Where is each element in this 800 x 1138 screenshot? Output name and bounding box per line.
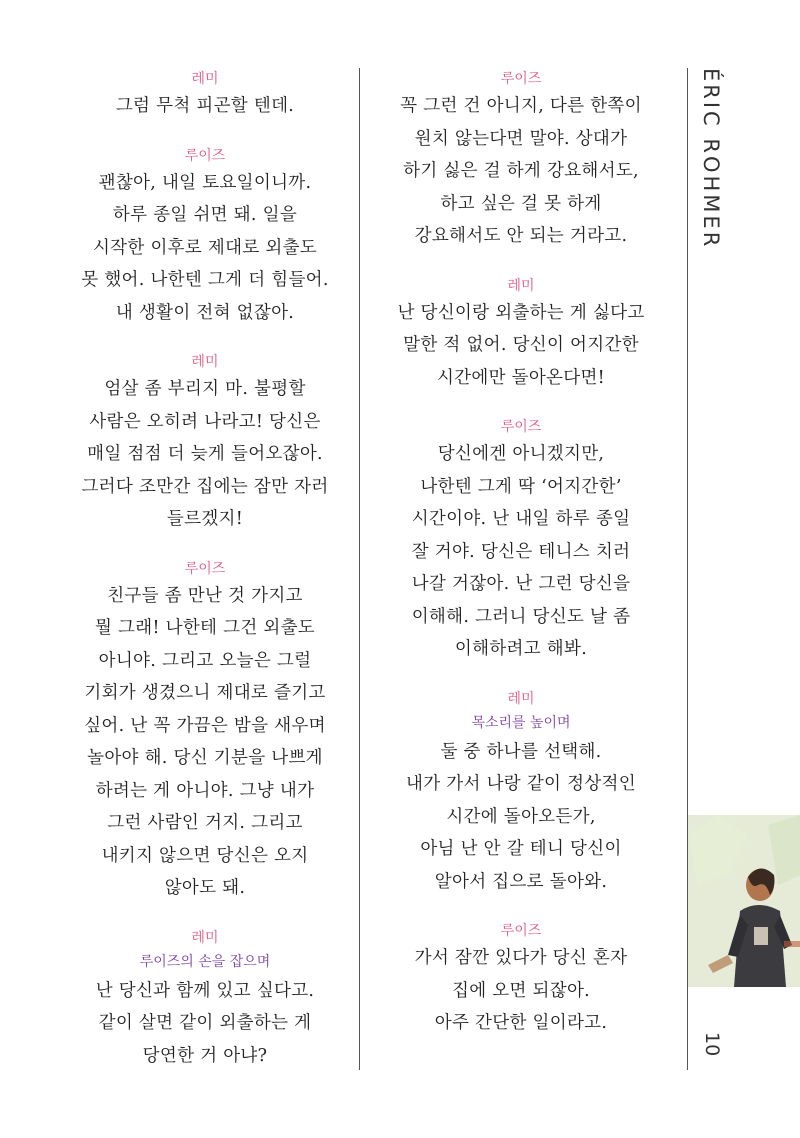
dialogue-block xyxy=(50,68,360,123)
dialogue-line: 시작한 이후로 제대로 외출도 xyxy=(92,237,318,258)
dialogue-line: 시간에 돌아오든가, xyxy=(446,806,596,827)
left-column xyxy=(50,68,360,1094)
dialogue-line: 이해하려고 해봐. xyxy=(454,639,588,659)
dialogue-line: 아니야. 그리고 오늘은 그럴 xyxy=(98,650,312,671)
dialogue-block xyxy=(50,145,360,330)
dialogue-line: 놀아야 해. 당신 기분을 나쁘게 xyxy=(87,748,323,768)
dialogue-line: 꼭 그런 건 아니지, 다른 한쪽이 xyxy=(400,96,642,116)
dialogue-line: 둘 중 하나를 선택해. xyxy=(440,741,602,762)
speaker-name: 루이즈 xyxy=(184,147,226,164)
dialogue-line: 그러다 조만간 집에는 잠만 자러 xyxy=(81,476,329,497)
dialogue-line: 않아도 돼. xyxy=(164,878,246,898)
speaker-name: 레미 xyxy=(191,354,219,370)
speaker-name: 루이즈 xyxy=(500,923,542,939)
speaker-name: 레미 xyxy=(507,690,535,707)
speaker-name: 루이즈 xyxy=(500,71,542,87)
dialogue-block xyxy=(362,275,680,395)
dialogue-line: 들르겠지! xyxy=(166,509,244,529)
speaker-name: 레미 xyxy=(191,929,219,946)
dialogue-line: 가서 잠깐 있다가 당신 혼자 xyxy=(414,948,628,968)
dialogue-line: 나한텐 그게 딱 ‘어지간한’ xyxy=(420,476,622,497)
dialogue-line: 당신에겐 아니겠지만, xyxy=(437,444,605,464)
dialogue-line: 못 했어. 나한텐 그게 더 힘들어. xyxy=(81,270,329,290)
dialogue-line: 내가 가서 나랑 같이 정상적인 xyxy=(406,774,636,794)
dialogue-line: 사람은 오히려 나라고! 당신은 xyxy=(89,411,321,432)
side-title: ÉRIC ROHMER xyxy=(699,68,723,250)
dialogue-block xyxy=(50,558,360,905)
dialogue-line: 하루 종일 쉬면 돼. 일을 xyxy=(112,205,298,225)
dialogue-line: 내 생활이 전혀 없잖아. xyxy=(115,302,295,323)
dialogue-line: 기회가 생겼으니 제대로 즐기고 xyxy=(84,683,326,703)
dialogue-line: 같이 살면 같이 외출하는 게 xyxy=(98,1013,312,1033)
dialogue-line: 원치 않는다면 말야. 상대가 xyxy=(414,128,628,149)
dialogue-block xyxy=(362,416,680,666)
speaker-name: 레미 xyxy=(191,71,219,87)
dialogue-block xyxy=(362,920,680,1040)
column-divider xyxy=(359,68,360,1070)
dialogue-line: 난 당신과 함께 있고 싶다고. xyxy=(95,980,315,1001)
dialogue-line: 내키지 않으면 당신은 오지 xyxy=(101,845,309,866)
dialogue-line: 말한 적 없어. 당신이 어지간한 xyxy=(403,335,639,355)
dialogue-line: 집에 오면 되잖아. xyxy=(451,980,591,1001)
stage-direction: 목소리를 높이며 xyxy=(471,714,571,731)
dialogue-line: 싶어. 난 꼭 가끔은 밤을 새우며 xyxy=(84,715,326,736)
dialogue-line: 아주 간단한 일이라고. xyxy=(434,1013,608,1033)
dialogue-line: 하기 싫은 걸 하게 강요해서도, xyxy=(403,161,639,181)
dialogue-block xyxy=(362,688,680,899)
speaker-name: 루이즈 xyxy=(500,419,542,435)
dialogue-line: 아님 난 안 갈 테니 당신이 xyxy=(420,839,622,859)
dialogue-line: 시간이야. 난 내일 하루 종일 xyxy=(411,509,631,529)
dialogue-line: 나갈 거잖아. 난 그런 당신을 xyxy=(411,574,631,594)
dialogue-block xyxy=(50,351,360,536)
dialogue-line: 뭘 그래! 나한테 그건 외출도 xyxy=(94,618,316,638)
dialogue-line: 그럼 무척 피곤할 텐데. xyxy=(115,96,295,116)
speaker-name: 레미 xyxy=(507,277,535,294)
dialogue-line: 강요해서도 안 되는 거라고. xyxy=(414,226,628,246)
dialogue-line: 하려는 게 아니야. 그냥 내가 xyxy=(95,780,315,801)
dialogue-line: 매일 점점 더 늦게 들어오잖아. xyxy=(87,444,323,464)
dialogue-line: 하고 싶은 걸 못 하게 xyxy=(440,193,602,214)
dialogue-line: 친구들 좀 만난 것 가지고 xyxy=(107,585,303,606)
middle-column xyxy=(362,68,680,1062)
page-number: 10 xyxy=(701,1032,723,1057)
stage-direction: 루이즈의 손을 잡으며 xyxy=(139,953,271,970)
dialogue-line: 당연한 거 아냐? xyxy=(142,1045,268,1066)
film-still-illustration xyxy=(688,815,800,987)
dialogue-line: 알아서 집으로 돌아와. xyxy=(434,871,608,892)
dialogue-line: 난 당신이랑 외출하는 게 싫다고 xyxy=(397,302,645,323)
dialogue-block xyxy=(362,68,680,253)
dialogue-line: 잘 거야. 당신은 테니스 치러 xyxy=(411,541,631,562)
dialogue-line: 엄살 좀 부리지 마. 불평할 xyxy=(104,379,306,399)
dialogue-line: 괜찮아, 내일 토요일이니까. xyxy=(98,172,312,193)
dialogue-line: 시간에만 돌아온다면! xyxy=(436,367,606,388)
dialogue-block xyxy=(50,927,360,1073)
speaker-name: 루이즈 xyxy=(184,560,226,577)
dialogue-line: 그런 사람인 거지. 그리고 xyxy=(107,813,303,833)
dialogue-line: 이해해. 그러니 당신도 날 좀 xyxy=(411,606,631,627)
